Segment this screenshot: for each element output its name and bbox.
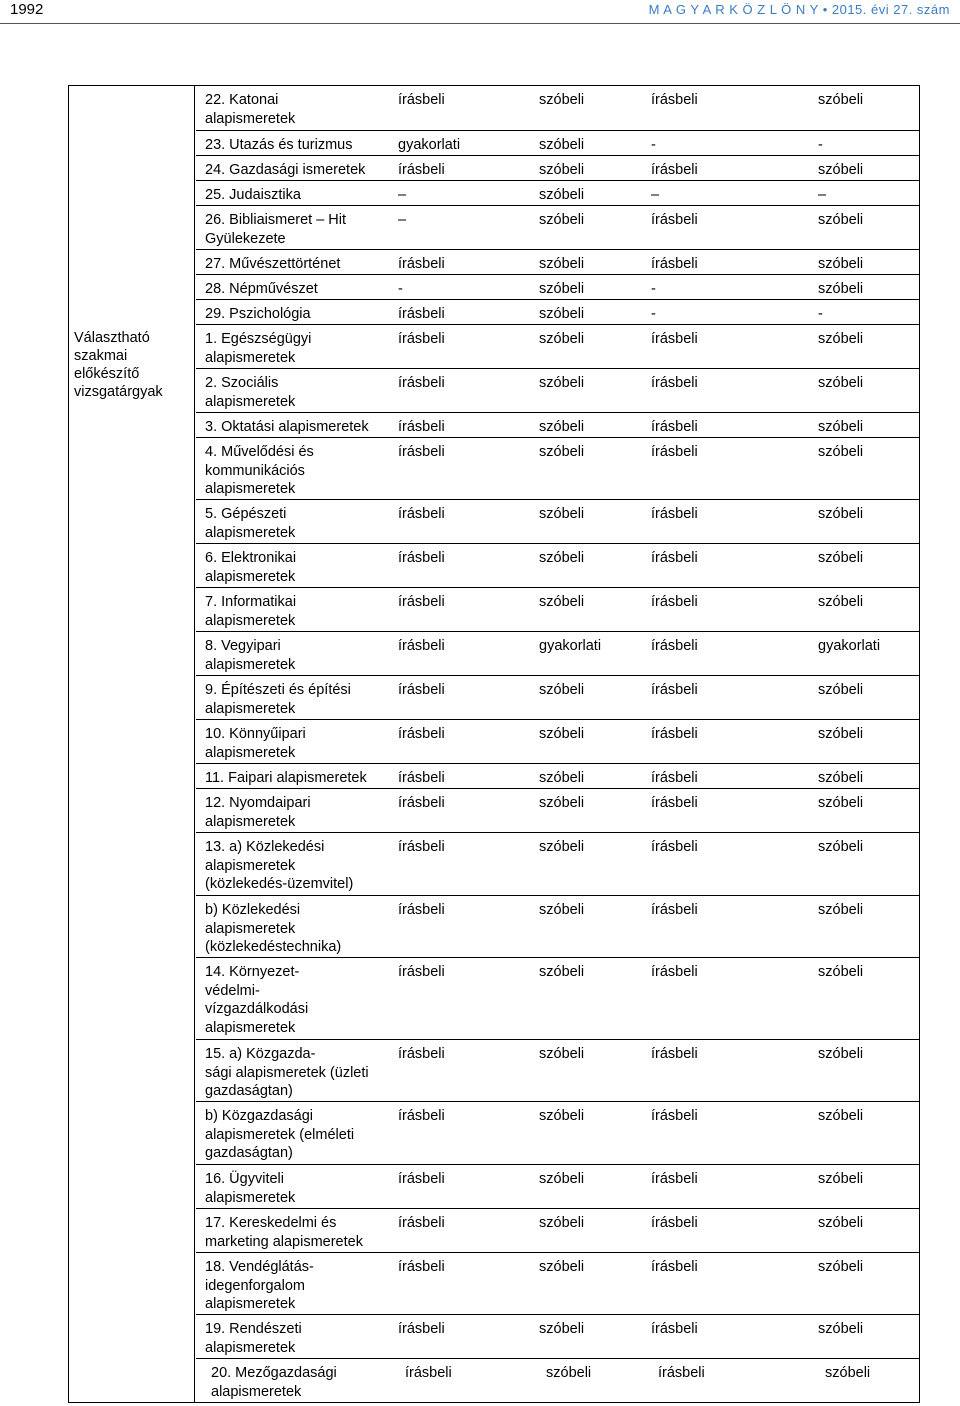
subject-name: 7. Informatikai alapismeretek [205, 594, 297, 629]
table-row [196, 789, 920, 833]
oral-exam-mid-level: szóbeli [539, 306, 585, 322]
oral-exam-mid-level: szóbeli [539, 550, 585, 566]
oral-exam-advanced-level: szóbeli [818, 902, 864, 918]
oral-exam-advanced-level: szóbeli [818, 1215, 864, 1231]
written-exam-advanced-level: írásbeli [651, 162, 698, 178]
written-exam-advanced-level: írásbeli [651, 444, 698, 460]
table-row [196, 676, 920, 720]
subject-name: 6. Elektronikai alapismeretek [205, 550, 297, 585]
subject-name: 26. Bibliaismeret – Hit Gyülekezete [205, 212, 347, 247]
written-exam-advanced-level: írásbeli [651, 839, 698, 855]
written-exam-mid-level: írásbeli [398, 162, 445, 178]
subject-name: 1. Egészségügyi alapismeretek [205, 331, 312, 366]
subject-name: 24. Gazdasági ismeretek [205, 162, 366, 178]
written-exam-mid-level: írásbeli [398, 256, 445, 272]
written-exam-advanced-level: írásbeli [651, 331, 698, 347]
oral-exam-advanced-level: gyakorlati [818, 638, 881, 654]
oral-exam-mid-level: szóbeli [539, 770, 585, 786]
written-exam-advanced-level: írásbeli [651, 375, 698, 391]
subject-name: 22. Katonai alapismeretek [205, 92, 296, 127]
oral-exam-mid-level: szóbeli [539, 444, 585, 460]
oral-exam-mid-level: szóbeli [539, 1108, 585, 1124]
oral-exam-advanced-level: szóbeli [818, 1171, 864, 1187]
oral-exam-advanced-level: szóbeli [818, 92, 864, 108]
oral-exam-mid-level: szóbeli [539, 506, 585, 522]
table-row [196, 86, 920, 131]
oral-exam-mid-level: szóbeli [539, 281, 585, 297]
oral-exam-mid-level: szóbeli [539, 682, 585, 698]
written-exam-mid-level: írásbeli [398, 964, 445, 980]
written-exam-mid-level: írásbeli [398, 419, 445, 435]
oral-exam-mid-level: szóbeli [539, 212, 585, 228]
oral-exam-mid-level: szóbeli [539, 162, 585, 178]
table-row [196, 181, 920, 206]
written-exam-mid-level: írásbeli [398, 795, 445, 811]
written-exam-advanced-level: írásbeli [651, 770, 698, 786]
written-exam-advanced-level: - [651, 281, 656, 297]
written-exam-mid-level: írásbeli [398, 306, 445, 322]
table-row [196, 131, 920, 156]
oral-exam-mid-level: szóbeli [539, 726, 585, 742]
written-exam-advanced-level: írásbeli [651, 682, 698, 698]
written-exam-mid-level: írásbeli [398, 444, 445, 460]
written-exam-advanced-level: - [651, 306, 656, 322]
oral-exam-mid-level: gyakorlati [539, 638, 602, 654]
table-row [196, 275, 920, 300]
oral-exam-mid-level: szóbeli [539, 187, 585, 203]
oral-exam-advanced-level: – [818, 187, 827, 203]
oral-exam-mid-level: szóbeli [539, 137, 585, 153]
written-exam-mid-level: írásbeli [398, 331, 445, 347]
table-row [196, 720, 920, 764]
written-exam-mid-level: írásbeli [398, 839, 445, 855]
oral-exam-mid-level: szóbeli [546, 1365, 592, 1381]
written-exam-advanced-level: - [651, 137, 656, 153]
written-exam-advanced-level: írásbeli [651, 795, 698, 811]
written-exam-advanced-level: írásbeli [651, 1171, 698, 1187]
written-exam-mid-level: írásbeli [398, 682, 445, 698]
table-row [196, 896, 920, 958]
subject-name: 13. a) Közlekedési alapismeretek (közlekedés-üzemvitel) [205, 839, 354, 892]
subject-name: 14. Környezet- védelmi- vízgazdálkodási alapismeretek [205, 964, 309, 1036]
oral-exam-mid-level: szóbeli [539, 1215, 585, 1231]
subject-name: 17. Kereskedelmi és marketing alapismeretek [205, 1215, 363, 1250]
table-row [196, 764, 920, 789]
oral-exam-mid-level: szóbeli [539, 839, 585, 855]
table-row [196, 413, 920, 438]
oral-exam-mid-level: szóbeli [539, 256, 585, 272]
written-exam-mid-level: írásbeli [398, 726, 445, 742]
oral-exam-advanced-level: - [818, 137, 823, 153]
written-exam-advanced-level: írásbeli [651, 1215, 698, 1231]
oral-exam-mid-level: szóbeli [539, 1321, 585, 1337]
category-label: Választható szakmai előkészítő vizsgatárgyak [74, 330, 163, 400]
table-row [196, 325, 920, 369]
subject-name: 11. Faipari alapismeretek [205, 770, 367, 786]
table-row [196, 156, 920, 181]
written-exam-advanced-level: írásbeli [651, 1108, 698, 1124]
written-exam-mid-level: írásbeli [398, 1215, 445, 1231]
written-exam-advanced-level: írásbeli [651, 212, 698, 228]
written-exam-advanced-level: írásbeli [651, 902, 698, 918]
oral-exam-advanced-level: szóbeli [818, 1321, 864, 1337]
written-exam-mid-level: írásbeli [398, 1321, 445, 1337]
written-exam-mid-level: írásbeli [398, 1171, 445, 1187]
subject-name: b) Közgazdasági alapismeretek (elméleti gazdaságtan) [205, 1108, 355, 1161]
table-row [196, 1165, 920, 1209]
subject-name: 16. Ügyviteli alapismeretek [205, 1171, 296, 1206]
oral-exam-mid-level: szóbeli [539, 92, 585, 108]
table-row [196, 588, 920, 632]
oral-exam-advanced-level: szóbeli [818, 281, 864, 297]
written-exam-mid-level: írásbeli [398, 902, 445, 918]
table-row [196, 1040, 920, 1102]
written-exam-advanced-level: írásbeli [658, 1365, 705, 1381]
oral-exam-advanced-level: szóbeli [818, 550, 864, 566]
written-exam-mid-level: írásbeli [398, 594, 445, 610]
table-row [196, 250, 920, 275]
oral-exam-advanced-level: szóbeli [818, 839, 864, 855]
written-exam-mid-level: írásbeli [398, 1259, 445, 1275]
subject-name: 15. a) Közgazda- sági alapismeretek (üzleti gazdaságtan) [205, 1046, 369, 1099]
written-exam-advanced-level: írásbeli [651, 419, 698, 435]
table-row [196, 632, 920, 676]
oral-exam-advanced-level: szóbeli [818, 726, 864, 742]
written-exam-advanced-level: írásbeli [651, 726, 698, 742]
written-exam-advanced-level: írásbeli [651, 594, 698, 610]
oral-exam-mid-level: szóbeli [539, 331, 585, 347]
subject-name: 25. Judaisztika [205, 187, 301, 203]
written-exam-advanced-level: írásbeli [651, 92, 698, 108]
oral-exam-advanced-level: szóbeli [818, 444, 864, 460]
written-exam-advanced-level: írásbeli [651, 506, 698, 522]
subject-name: 19. Rendészeti alapismeretek [205, 1321, 302, 1356]
table-row [196, 958, 920, 1040]
written-exam-advanced-level: írásbeli [651, 638, 698, 654]
written-exam-mid-level: írásbeli [398, 770, 445, 786]
written-exam-mid-level: írásbeli [398, 92, 445, 108]
written-exam-advanced-level: írásbeli [651, 964, 698, 980]
subject-name: 10. Könnyűipari alapismeretek [205, 726, 306, 761]
oral-exam-mid-level: szóbeli [539, 795, 585, 811]
table-row [196, 1102, 920, 1165]
oral-exam-advanced-level: szóbeli [818, 795, 864, 811]
written-exam-advanced-level: írásbeli [651, 1046, 698, 1062]
written-exam-advanced-level: írásbeli [651, 256, 698, 272]
subject-name: 28. Népművészet [205, 281, 318, 297]
subject-name: 20. Mezőgazdasági alapismeretek [211, 1365, 337, 1400]
table-row [196, 206, 920, 250]
table-row [196, 1253, 920, 1315]
header-divider [0, 23, 960, 24]
oral-exam-advanced-level: szóbeli [818, 162, 864, 178]
oral-exam-mid-level: szóbeli [539, 1171, 585, 1187]
oral-exam-advanced-level: szóbeli [818, 1259, 864, 1275]
table-row [196, 1315, 920, 1359]
subject-name: 12. Nyomdaipari alapismeretek [205, 795, 311, 830]
subject-name: 29. Pszichológia [205, 306, 311, 322]
written-exam-mid-level: írásbeli [405, 1365, 452, 1381]
oral-exam-advanced-level: szóbeli [818, 256, 864, 272]
oral-exam-advanced-level: szóbeli [818, 331, 864, 347]
table-row [196, 1359, 920, 1402]
oral-exam-advanced-level: szóbeli [818, 770, 864, 786]
oral-exam-mid-level: szóbeli [539, 964, 585, 980]
oral-exam-advanced-level: szóbeli [818, 212, 864, 228]
oral-exam-advanced-level: szóbeli [818, 1108, 864, 1124]
oral-exam-advanced-level: - [818, 306, 823, 322]
oral-exam-advanced-level: szóbeli [818, 506, 864, 522]
table-row [196, 833, 920, 896]
publication-title: M A G Y A R K Ö Z L Ö N Y • 2015. évi 27. szám [648, 2, 950, 17]
page-number: 1992 [10, 1, 44, 18]
oral-exam-mid-level: szóbeli [539, 419, 585, 435]
written-exam-mid-level: írásbeli [398, 375, 445, 391]
oral-exam-mid-level: szóbeli [539, 594, 585, 610]
oral-exam-mid-level: szóbeli [539, 1259, 585, 1275]
subject-name: 23. Utazás és turizmus [205, 137, 353, 153]
oral-exam-mid-level: szóbeli [539, 902, 585, 918]
table-row [196, 1209, 920, 1253]
subject-name: 2. Szociális alapismeretek [205, 375, 296, 410]
written-exam-advanced-level: – [651, 187, 660, 203]
oral-exam-advanced-level: szóbeli [818, 375, 864, 391]
written-exam-advanced-level: írásbeli [651, 1259, 698, 1275]
oral-exam-mid-level: szóbeli [539, 375, 585, 391]
written-exam-mid-level: írásbeli [398, 506, 445, 522]
written-exam-advanced-level: írásbeli [651, 1321, 698, 1337]
table-row [196, 300, 920, 325]
subject-name: 18. Vendéglátás- idegenforgalom alapismeretek [205, 1259, 314, 1312]
oral-exam-advanced-level: szóbeli [825, 1365, 871, 1381]
oral-exam-mid-level: szóbeli [539, 1046, 585, 1062]
subject-name: 5. Gépészeti alapismeretek [205, 506, 296, 541]
subject-name: 3. Oktatási alapismeretek [205, 419, 369, 435]
subject-name: 27. Művészettörténet [205, 256, 341, 272]
oral-exam-advanced-level: szóbeli [818, 1046, 864, 1062]
written-exam-advanced-level: írásbeli [651, 550, 698, 566]
subject-name: b) Közlekedési alapismeretek (közlekedéstechnika) [205, 902, 342, 955]
page-header [0, 0, 960, 26]
table-row [196, 438, 920, 500]
oral-exam-advanced-level: szóbeli [818, 419, 864, 435]
subject-name: 8. Vegyipari alapismeretek [205, 638, 296, 673]
written-exam-mid-level: gyakorlati [398, 137, 461, 153]
written-exam-mid-level: - [398, 281, 403, 297]
category-cell [69, 86, 195, 1402]
table-row [196, 500, 920, 544]
subject-name: 4. Művelődési és kommunikációs alapismeretek [205, 444, 314, 497]
exam-subjects-table [68, 85, 920, 1403]
oral-exam-advanced-level: szóbeli [818, 594, 864, 610]
table-row [196, 544, 920, 588]
written-exam-mid-level: – [398, 212, 407, 228]
written-exam-mid-level: írásbeli [398, 638, 445, 654]
oral-exam-advanced-level: szóbeli [818, 682, 864, 698]
written-exam-mid-level: írásbeli [398, 550, 445, 566]
written-exam-mid-level: írásbeli [398, 1108, 445, 1124]
written-exam-mid-level: – [398, 187, 407, 203]
subject-name: 9. Építészeti és építési alapismeretek [205, 682, 351, 717]
written-exam-mid-level: írásbeli [398, 1046, 445, 1062]
table-row [196, 369, 920, 413]
oral-exam-advanced-level: szóbeli [818, 964, 864, 980]
